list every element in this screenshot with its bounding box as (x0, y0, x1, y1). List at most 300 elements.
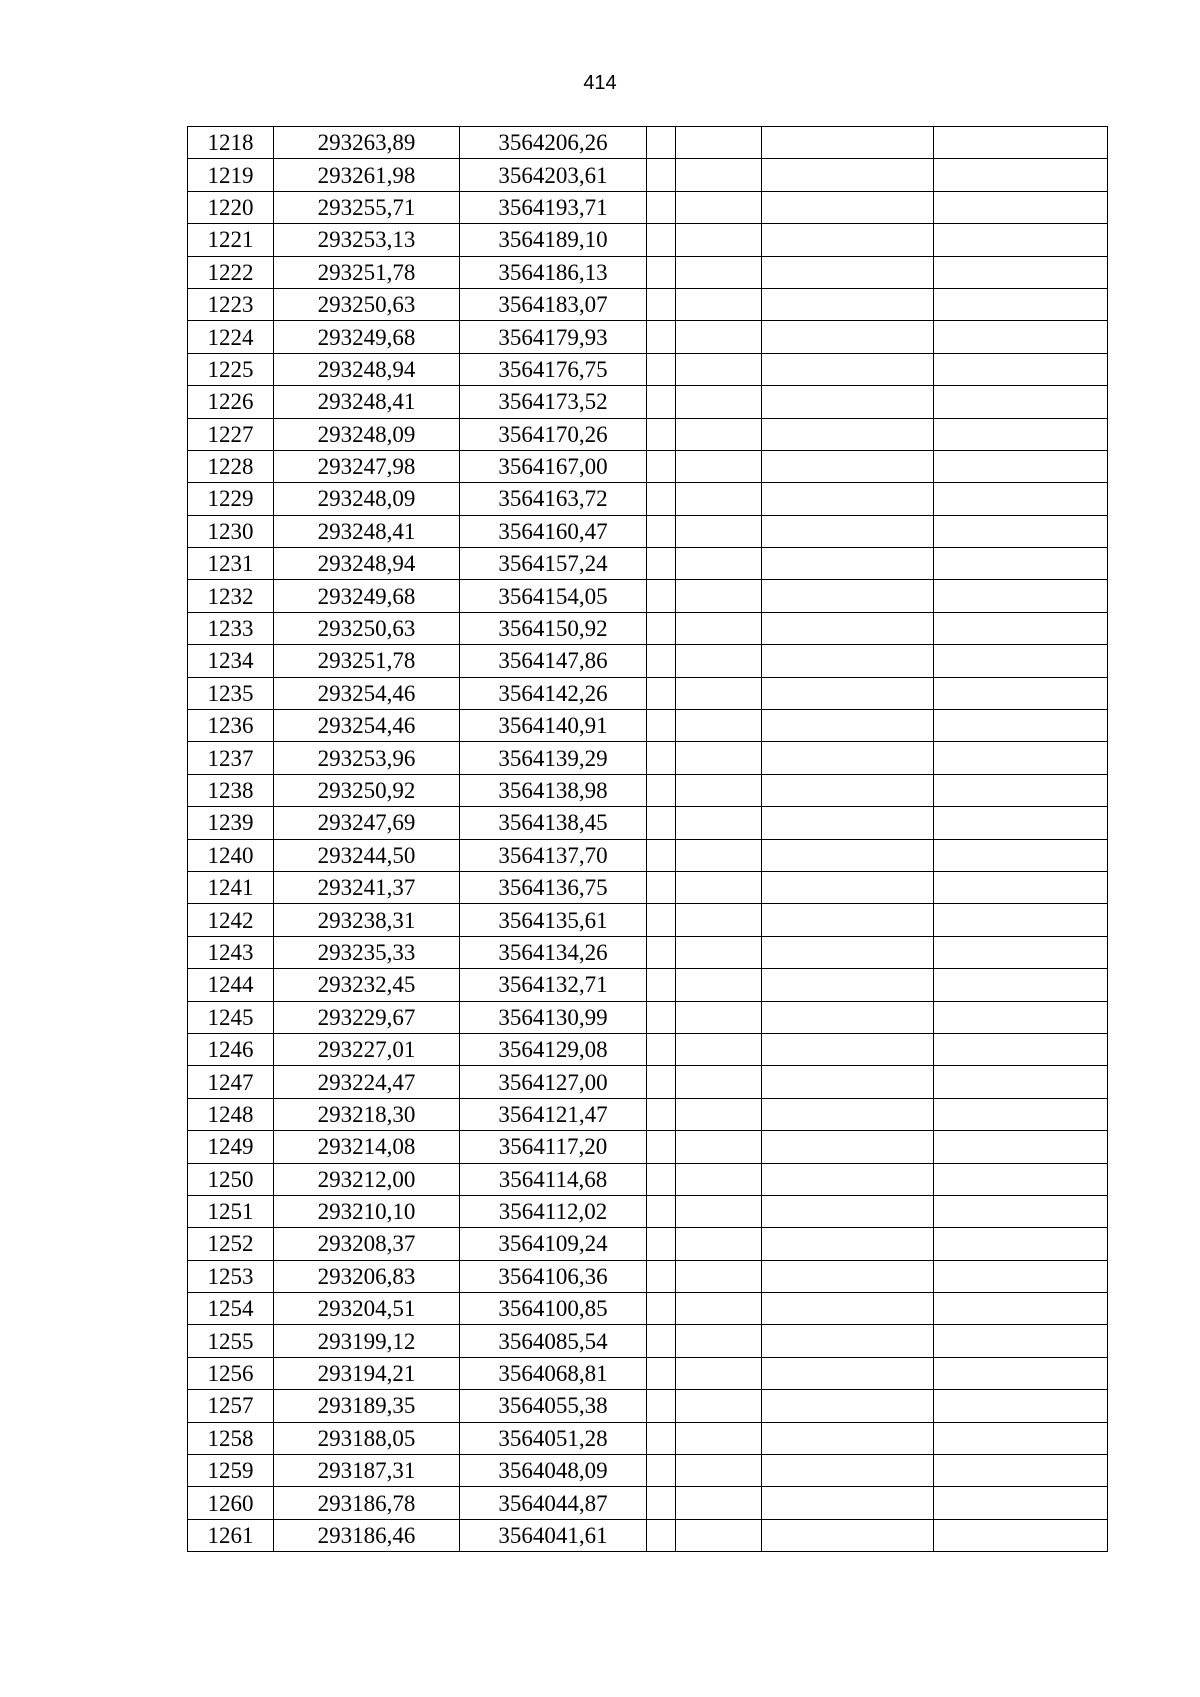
point-number-cell: 1260 (188, 1487, 274, 1519)
x-coordinate-cell: 293229,67 (274, 1001, 460, 1033)
empty-cell (676, 1033, 762, 1065)
empty-cell (676, 1098, 762, 1130)
y-coordinate-cell: 3564136,75 (460, 871, 647, 903)
point-number-cell: 1257 (188, 1390, 274, 1422)
empty-cell (647, 580, 676, 612)
y-coordinate-cell: 3564127,00 (460, 1066, 647, 1098)
empty-cell (934, 483, 1108, 515)
empty-cell (676, 256, 762, 288)
y-coordinate-cell: 3564139,29 (460, 742, 647, 774)
point-number-cell: 1258 (188, 1422, 274, 1454)
empty-cell (676, 742, 762, 774)
table-row (188, 224, 1108, 256)
table-row (188, 1066, 1108, 1098)
table-row (188, 1131, 1108, 1163)
table-row (188, 904, 1108, 936)
empty-cell (676, 1519, 762, 1551)
x-coordinate-cell: 293218,30 (274, 1098, 460, 1130)
table-row (188, 127, 1108, 159)
empty-cell (676, 904, 762, 936)
x-coordinate-cell: 293214,08 (274, 1131, 460, 1163)
x-coordinate-cell: 293261,98 (274, 159, 460, 191)
empty-cell (676, 1001, 762, 1033)
empty-cell (647, 645, 676, 677)
y-coordinate-cell: 3564117,20 (460, 1131, 647, 1163)
table-row (188, 1293, 1108, 1325)
y-coordinate-cell: 3564170,26 (460, 418, 647, 450)
empty-cell (676, 1422, 762, 1454)
x-coordinate-cell: 293255,71 (274, 191, 460, 223)
empty-cell (762, 1519, 934, 1551)
empty-cell (934, 904, 1108, 936)
point-number-cell: 1222 (188, 256, 274, 288)
x-coordinate-cell: 293249,68 (274, 580, 460, 612)
empty-cell (676, 1390, 762, 1422)
y-coordinate-cell: 3564041,61 (460, 1519, 647, 1551)
empty-cell (934, 710, 1108, 742)
empty-cell (647, 483, 676, 515)
x-coordinate-cell: 293254,46 (274, 710, 460, 742)
empty-cell (762, 1098, 934, 1130)
y-coordinate-cell: 3564142,26 (460, 677, 647, 709)
empty-cell (676, 839, 762, 871)
empty-cell (676, 386, 762, 418)
empty-cell (934, 548, 1108, 580)
empty-cell (647, 1357, 676, 1389)
y-coordinate-cell: 3564132,71 (460, 969, 647, 1001)
empty-cell (762, 515, 934, 547)
empty-cell (676, 1260, 762, 1292)
point-number-cell: 1229 (188, 483, 274, 515)
x-coordinate-cell: 293210,10 (274, 1195, 460, 1227)
empty-cell (934, 1519, 1108, 1551)
x-coordinate-cell: 293232,45 (274, 969, 460, 1001)
empty-cell (647, 1033, 676, 1065)
x-coordinate-cell: 293251,78 (274, 645, 460, 677)
point-number-cell: 1234 (188, 645, 274, 677)
empty-cell (647, 1422, 676, 1454)
table-row (188, 159, 1108, 191)
table-row (188, 1260, 1108, 1292)
point-number-cell: 1226 (188, 386, 274, 418)
coordinates-table-body (188, 127, 1108, 1552)
point-number-cell: 1241 (188, 871, 274, 903)
empty-cell (934, 515, 1108, 547)
x-coordinate-cell: 293248,94 (274, 353, 460, 385)
y-coordinate-cell: 3564130,99 (460, 1001, 647, 1033)
empty-cell (762, 1357, 934, 1389)
y-coordinate-cell: 3564112,02 (460, 1195, 647, 1227)
empty-cell (647, 288, 676, 320)
empty-cell (934, 677, 1108, 709)
empty-cell (762, 353, 934, 385)
y-coordinate-cell: 3564183,07 (460, 288, 647, 320)
table-row (188, 1390, 1108, 1422)
table-row (188, 256, 1108, 288)
table-row (188, 645, 1108, 677)
table-row (188, 580, 1108, 612)
x-coordinate-cell: 293186,46 (274, 1519, 460, 1551)
empty-cell (647, 1455, 676, 1487)
point-number-cell: 1244 (188, 969, 274, 1001)
empty-cell (647, 612, 676, 644)
table-row (188, 483, 1108, 515)
x-coordinate-cell: 293249,68 (274, 321, 460, 353)
empty-cell (676, 1131, 762, 1163)
point-number-cell: 1247 (188, 1066, 274, 1098)
table-row (188, 807, 1108, 839)
empty-cell (647, 418, 676, 450)
x-coordinate-cell: 293250,63 (274, 612, 460, 644)
empty-cell (934, 127, 1108, 159)
empty-cell (934, 288, 1108, 320)
x-coordinate-cell: 293241,37 (274, 871, 460, 903)
empty-cell (934, 418, 1108, 450)
empty-cell (934, 580, 1108, 612)
empty-cell (647, 1131, 676, 1163)
table-row (188, 321, 1108, 353)
empty-cell (934, 871, 1108, 903)
empty-cell (762, 256, 934, 288)
y-coordinate-cell: 3564138,45 (460, 807, 647, 839)
empty-cell (647, 321, 676, 353)
x-coordinate-cell: 293235,33 (274, 936, 460, 968)
table-row (188, 677, 1108, 709)
table-row (188, 1098, 1108, 1130)
empty-cell (762, 1066, 934, 1098)
empty-cell (762, 127, 934, 159)
empty-cell (762, 483, 934, 515)
y-coordinate-cell: 3564206,26 (460, 127, 647, 159)
empty-cell (934, 386, 1108, 418)
empty-cell (762, 1260, 934, 1292)
empty-cell (934, 1422, 1108, 1454)
empty-cell (676, 548, 762, 580)
point-number-cell: 1237 (188, 742, 274, 774)
table-row (188, 871, 1108, 903)
empty-cell (762, 710, 934, 742)
empty-cell (762, 1293, 934, 1325)
table-row (188, 1001, 1108, 1033)
x-coordinate-cell: 293254,46 (274, 677, 460, 709)
table-row (188, 742, 1108, 774)
x-coordinate-cell: 293206,83 (274, 1260, 460, 1292)
empty-cell (647, 191, 676, 223)
empty-cell (647, 159, 676, 191)
empty-cell (762, 1390, 934, 1422)
y-coordinate-cell: 3564129,08 (460, 1033, 647, 1065)
empty-cell (762, 1422, 934, 1454)
y-coordinate-cell: 3564193,71 (460, 191, 647, 223)
table-row (188, 288, 1108, 320)
x-coordinate-cell: 293199,12 (274, 1325, 460, 1357)
empty-cell (647, 742, 676, 774)
x-coordinate-cell: 293194,21 (274, 1357, 460, 1389)
x-coordinate-cell: 293253,96 (274, 742, 460, 774)
point-number-cell: 1250 (188, 1163, 274, 1195)
point-number-cell: 1246 (188, 1033, 274, 1065)
table-row (188, 386, 1108, 418)
empty-cell (934, 353, 1108, 385)
empty-cell (762, 969, 934, 1001)
point-number-cell: 1242 (188, 904, 274, 936)
y-coordinate-cell: 3564157,24 (460, 548, 647, 580)
x-coordinate-cell: 293248,41 (274, 515, 460, 547)
y-coordinate-cell: 3564150,92 (460, 612, 647, 644)
point-number-cell: 1253 (188, 1260, 274, 1292)
table-row (188, 1228, 1108, 1260)
y-coordinate-cell: 3564085,54 (460, 1325, 647, 1357)
empty-cell (762, 839, 934, 871)
empty-cell (676, 288, 762, 320)
empty-cell (676, 1293, 762, 1325)
empty-cell (934, 936, 1108, 968)
x-coordinate-cell: 293244,50 (274, 839, 460, 871)
empty-cell (647, 1195, 676, 1227)
table-row (188, 1519, 1108, 1551)
point-number-cell: 1255 (188, 1325, 274, 1357)
y-coordinate-cell: 3564140,91 (460, 710, 647, 742)
empty-cell (647, 386, 676, 418)
empty-cell (762, 418, 934, 450)
x-coordinate-cell: 293247,69 (274, 807, 460, 839)
y-coordinate-cell: 3564160,47 (460, 515, 647, 547)
table-row (188, 612, 1108, 644)
point-number-cell: 1223 (188, 288, 274, 320)
y-coordinate-cell: 3564203,61 (460, 159, 647, 191)
table-row (188, 1357, 1108, 1389)
empty-cell (647, 936, 676, 968)
empty-cell (762, 1033, 934, 1065)
table-row (188, 1195, 1108, 1227)
empty-cell (934, 191, 1108, 223)
y-coordinate-cell: 3564100,85 (460, 1293, 647, 1325)
empty-cell (934, 1325, 1108, 1357)
empty-cell (762, 645, 934, 677)
empty-cell (676, 353, 762, 385)
x-coordinate-cell: 293248,94 (274, 548, 460, 580)
empty-cell (934, 1390, 1108, 1422)
y-coordinate-cell: 3564134,26 (460, 936, 647, 968)
page-number: 414 (583, 72, 617, 94)
point-number-cell: 1252 (188, 1228, 274, 1260)
empty-cell (676, 1357, 762, 1389)
empty-cell (676, 1228, 762, 1260)
x-coordinate-cell: 293189,35 (274, 1390, 460, 1422)
table-row (188, 839, 1108, 871)
empty-cell (647, 127, 676, 159)
x-coordinate-cell: 293251,78 (274, 256, 460, 288)
empty-cell (762, 386, 934, 418)
empty-cell (676, 710, 762, 742)
y-coordinate-cell: 3564055,38 (460, 1390, 647, 1422)
empty-cell (647, 548, 676, 580)
empty-cell (676, 159, 762, 191)
empty-cell (676, 515, 762, 547)
point-number-cell: 1235 (188, 677, 274, 709)
y-coordinate-cell: 3564138,98 (460, 774, 647, 806)
y-coordinate-cell: 3564154,05 (460, 580, 647, 612)
empty-cell (647, 1228, 676, 1260)
empty-cell (647, 1066, 676, 1098)
point-number-cell: 1240 (188, 839, 274, 871)
x-coordinate-cell: 293250,63 (274, 288, 460, 320)
table-row (188, 1455, 1108, 1487)
empty-cell (647, 515, 676, 547)
empty-cell (934, 1487, 1108, 1519)
empty-cell (762, 224, 934, 256)
point-number-cell: 1221 (188, 224, 274, 256)
empty-cell (762, 321, 934, 353)
y-coordinate-cell: 3564121,47 (460, 1098, 647, 1130)
empty-cell (934, 1098, 1108, 1130)
point-number-cell: 1239 (188, 807, 274, 839)
empty-cell (934, 1001, 1108, 1033)
empty-cell (676, 224, 762, 256)
empty-cell (676, 580, 762, 612)
x-coordinate-cell: 293224,47 (274, 1066, 460, 1098)
table-row (188, 1163, 1108, 1195)
y-coordinate-cell: 3564147,86 (460, 645, 647, 677)
table-row (188, 774, 1108, 806)
point-number-cell: 1251 (188, 1195, 274, 1227)
point-number-cell: 1231 (188, 548, 274, 580)
x-coordinate-cell: 293212,00 (274, 1163, 460, 1195)
table-row (188, 1487, 1108, 1519)
y-coordinate-cell: 3564189,10 (460, 224, 647, 256)
empty-cell (647, 904, 676, 936)
empty-cell (762, 807, 934, 839)
point-number-cell: 1254 (188, 1293, 274, 1325)
table-row (188, 450, 1108, 482)
empty-cell (676, 677, 762, 709)
point-number-cell: 1256 (188, 1357, 274, 1389)
empty-cell (762, 936, 934, 968)
y-coordinate-cell: 3564176,75 (460, 353, 647, 385)
empty-cell (647, 1325, 676, 1357)
x-coordinate-cell: 293208,37 (274, 1228, 460, 1260)
empty-cell (934, 450, 1108, 482)
empty-cell (676, 127, 762, 159)
empty-cell (676, 645, 762, 677)
coordinates-table (187, 126, 1108, 1552)
point-number-cell: 1218 (188, 127, 274, 159)
empty-cell (762, 904, 934, 936)
empty-cell (934, 774, 1108, 806)
table-row (188, 710, 1108, 742)
empty-cell (762, 677, 934, 709)
empty-cell (762, 774, 934, 806)
y-coordinate-cell: 3564048,09 (460, 1455, 647, 1487)
empty-cell (934, 321, 1108, 353)
empty-cell (676, 1487, 762, 1519)
empty-cell (676, 774, 762, 806)
point-number-cell: 1225 (188, 353, 274, 385)
point-number-cell: 1230 (188, 515, 274, 547)
empty-cell (934, 1455, 1108, 1487)
empty-cell (762, 1228, 934, 1260)
point-number-cell: 1245 (188, 1001, 274, 1033)
empty-cell (647, 839, 676, 871)
empty-cell (647, 1260, 676, 1292)
empty-cell (647, 224, 676, 256)
table-row (188, 1422, 1108, 1454)
empty-cell (934, 1357, 1108, 1389)
y-coordinate-cell: 3564114,68 (460, 1163, 647, 1195)
empty-cell (647, 677, 676, 709)
empty-cell (647, 807, 676, 839)
point-number-cell: 1232 (188, 580, 274, 612)
point-number-cell: 1227 (188, 418, 274, 450)
table-row (188, 191, 1108, 223)
empty-cell (934, 1131, 1108, 1163)
y-coordinate-cell: 3564163,72 (460, 483, 647, 515)
x-coordinate-cell: 293238,31 (274, 904, 460, 936)
table-row (188, 418, 1108, 450)
empty-cell (647, 1001, 676, 1033)
x-coordinate-cell: 293248,09 (274, 418, 460, 450)
empty-cell (647, 710, 676, 742)
empty-cell (934, 1195, 1108, 1227)
y-coordinate-cell: 3564167,00 (460, 450, 647, 482)
empty-cell (762, 159, 934, 191)
empty-cell (934, 612, 1108, 644)
point-number-cell: 1259 (188, 1455, 274, 1487)
empty-cell (647, 774, 676, 806)
empty-cell (647, 1098, 676, 1130)
y-coordinate-cell: 3564109,24 (460, 1228, 647, 1260)
empty-cell (647, 1519, 676, 1551)
y-coordinate-cell: 3564068,81 (460, 1357, 647, 1389)
empty-cell (934, 256, 1108, 288)
empty-cell (676, 969, 762, 1001)
empty-cell (647, 450, 676, 482)
empty-cell (676, 483, 762, 515)
x-coordinate-cell: 293187,31 (274, 1455, 460, 1487)
table-row (188, 936, 1108, 968)
empty-cell (934, 807, 1108, 839)
empty-cell (934, 1293, 1108, 1325)
empty-cell (934, 969, 1108, 1001)
empty-cell (647, 353, 676, 385)
empty-cell (934, 1033, 1108, 1065)
table-row (188, 1033, 1108, 1065)
empty-cell (676, 1163, 762, 1195)
empty-cell (647, 871, 676, 903)
empty-cell (676, 450, 762, 482)
empty-cell (676, 1195, 762, 1227)
table-row (188, 353, 1108, 385)
empty-cell (934, 645, 1108, 677)
empty-cell (934, 224, 1108, 256)
x-coordinate-cell: 293253,13 (274, 224, 460, 256)
empty-cell (762, 1325, 934, 1357)
x-coordinate-cell: 293263,89 (274, 127, 460, 159)
empty-cell (647, 969, 676, 1001)
empty-cell (647, 1163, 676, 1195)
x-coordinate-cell: 293188,05 (274, 1422, 460, 1454)
empty-cell (762, 580, 934, 612)
point-number-cell: 1233 (188, 612, 274, 644)
x-coordinate-cell: 293250,92 (274, 774, 460, 806)
empty-cell (676, 1455, 762, 1487)
empty-cell (934, 742, 1108, 774)
empty-cell (934, 159, 1108, 191)
x-coordinate-cell: 293227,01 (274, 1033, 460, 1065)
empty-cell (934, 1260, 1108, 1292)
empty-cell (676, 418, 762, 450)
empty-cell (762, 548, 934, 580)
